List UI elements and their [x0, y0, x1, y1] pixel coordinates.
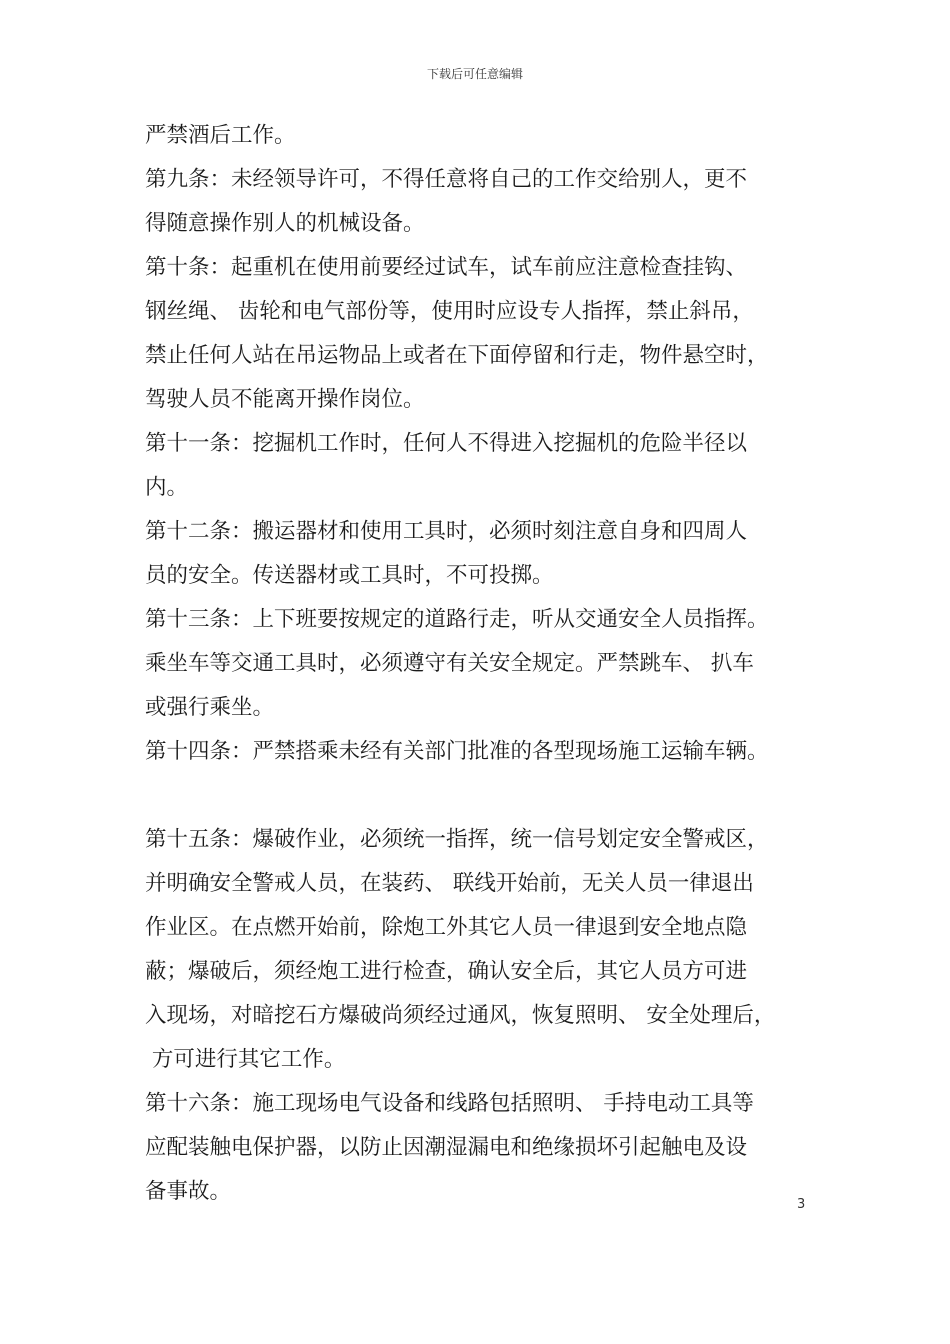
text-line: 方可进行其它工作。 — [145, 1047, 346, 1072]
text-line: 并明确安全警戒人员，在装药、 联线开始前，无关人员一律退出 — [145, 871, 754, 896]
text-line: 蔽；爆破后，须经炮工进行检查，确认安全后，其它人员方可进 — [145, 959, 748, 984]
text-line: 作业区。在点燃开始前，除炮工外其它人员一律退到安全地点隐 — [145, 915, 748, 940]
text-line: 得随意操作别人的机械设备。 — [145, 211, 425, 236]
text-line: 备事故。 — [145, 1179, 232, 1204]
text-line: 禁止任何人站在吊运物品上或者在下面停留和行走，物件悬空时， — [145, 343, 769, 368]
blank-line — [145, 774, 815, 818]
text-line: 应配装触电保护器，以防止因潮湿漏电和绝缘损坏引起触电及设 — [145, 1135, 748, 1160]
text-line: 第十三条：上下班要按规定的道路行走，听从交通安全人员指挥。 — [145, 607, 769, 632]
text-line: 第十二条：搬运器材和使用工具时，必须时刻注意自身和四周人 — [145, 519, 748, 544]
text-line: 乘坐车等交通工具时，必须遵守有关安全规定。严禁跳车、 扒车 — [145, 651, 754, 676]
text-line: 第十六条：施工现场电气设备和线路包括照明、 手持电动工具等 — [145, 1091, 754, 1116]
text-line: 钢丝绳、 齿轮和电气部份等，使用时应设专人指挥，禁止斜吊， — [145, 299, 754, 324]
text-line: 第十一条：挖掘机工作时，任何人不得进入挖掘机的危险半径以 — [145, 431, 748, 456]
text-line: 内。 — [145, 475, 189, 500]
page-header: 下载后可任意编辑 — [426, 67, 523, 81]
page-number: 3 — [797, 1197, 806, 1212]
text-line: 或强行乘坐。 — [145, 695, 275, 720]
text-line: 第十条：起重机在使用前要经过试车，试车前应注意检查挂钩、 — [145, 255, 748, 280]
text-line: 第十五条：爆破作业，必须统一指挥，统一信号划定安全警戒区， — [145, 827, 769, 852]
text-line: 严禁酒后工作。 — [145, 123, 296, 148]
text-line: 入现场，对暗挖石方爆破尚须经过通风，恢复照明、 安全处理后， — [145, 1003, 776, 1028]
text-line: 第十四条：严禁搭乘未经有关部门批准的各型现场施工运输车辆。 — [145, 739, 769, 764]
text-line: 员的安全。传送器材或工具时，不可投掷。 — [145, 563, 554, 588]
text-line: 驾驶人员不能离开操作岗位。 — [145, 387, 425, 412]
document-body — [145, 114, 815, 1214]
text-line: 第九条：未经领导许可，不得任意将自己的工作交给别人，更不 — [145, 167, 748, 192]
